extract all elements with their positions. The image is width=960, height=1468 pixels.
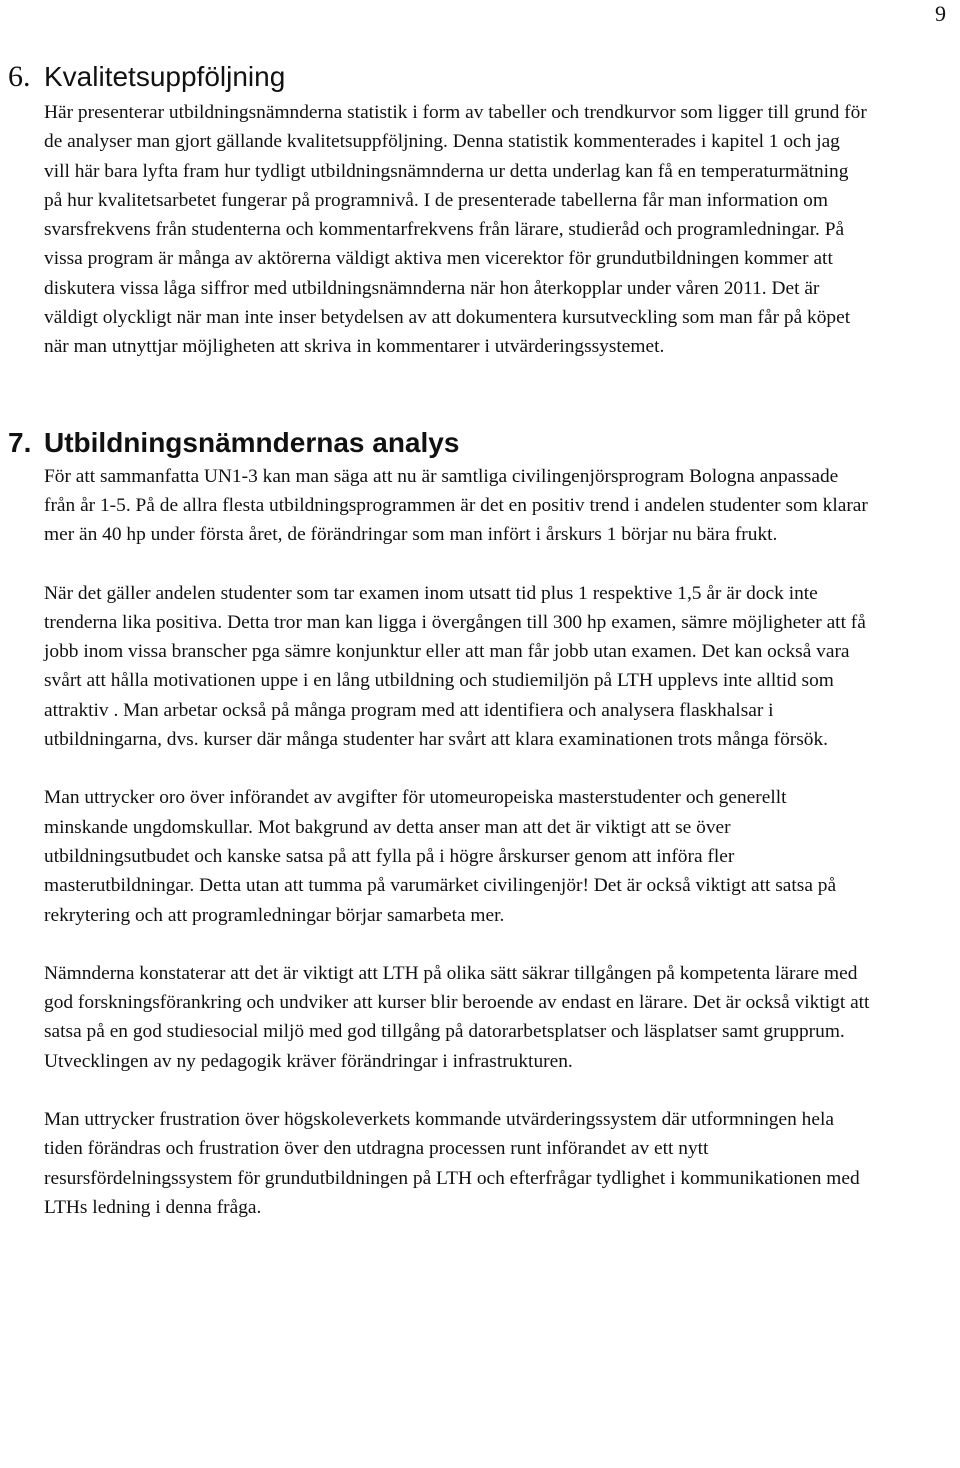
section-7-heading — [8, 424, 870, 462]
page-number: 9 — [935, 1, 946, 26]
document-body — [8, 58, 870, 1222]
section-7-paragraph-5: Man uttrycker frustration över högskoleverkets kommande utvärderingssystem där utformningen hela tiden förändras och frustration över den utdragna processen runt införandet av ett nytt resursfördelningssystem för grundutbildningen på LTH och efterfrågar tydlighet i kommunikationen med LTHs ledning i denna fråga. — [44, 1109, 860, 1218]
section-7-paragraph-1: För att sammanfatta UN1-3 kan man säga att nu är samtliga civilingenjörsprogram Bologna anpassade från år 1-5. På de allra flesta utbildningsprogrammen är det en positiv trend i andelen studenter som klarar mer än 40 hp under första året, de förändringar som man infört i årskurs 1 börjar nu bära frukt. — [44, 465, 868, 546]
section-7-number: 7. — [8, 426, 32, 458]
section-6-title: Kvalitetsuppföljning — [44, 61, 286, 92]
section-7-paragraph-4: Nämnderna konstaterar att det är viktigt att LTH på olika sätt säkrar tillgången på kompetenta lärare med god forskningsförankring och undviker att kurser blir beroende av endast en lärare. Det är också viktigt att satsa på en god studiesocial miljö med god tillgång på datorarbetsplatser och läsplatser samt grupprum. Utvecklingen av ny pedagogik kräver förändringar i infrastrukturen. — [44, 962, 870, 1072]
section-7-paragraph-3: Man uttrycker oro över införandet av avgifter för utomeuropeiska masterstudenter och generellt minskande ungdomskullar. Mot bakgrund av detta anser man att det är viktigt att se över utbildningsutbudet och kanske satsa på att fylla på i högre årskurser genom att införa fler masterutbildningar. Detta utan att tumma på varumärket civilingenjör! Det är också viktigt att satsa på rekrytering och att programledningar börjar samarbeta mer. — [44, 787, 837, 926]
section-6-number: 6. — [8, 60, 31, 93]
section-7-paragraph-2: När det gäller andelen studenter som tar examen inom utsatt tid plus 1 respektive 1,5 år är dock inte trenderna lika positiva. Detta tror man kan ligga i övergången till 300 hp examen, sämre möjligheter att få jobb inom vissa branscher pga sämre konjunktur eller att man får jobb utan examen. Det kan också vara svårt att hålla motivationen uppe i en lång utbildning och studiemiljön på LTH upplevs inte alltid som attraktiv . Man arbetar också på många program med att identifiera och analysera flaskhalsar i utbildningarna, dvs. kurser där många studenter har svårt att klara examinationen trots många försök. — [44, 582, 866, 751]
section-7-title: Utbildningsnämndernas analys — [44, 426, 460, 458]
section-6-heading — [8, 58, 870, 96]
section-6-paragraph: Här presenterar utbildningsnämnderna statistik i form av tabeller och trendkurvor som ligger till grund för de analyser man gjort gällande kvalitetsuppföljning. Denna statistik kommenterades i kapitel 1 och jag vill här bara lyfta fram hur tydligt utbildningsnämnderna ur detta underlag kan få en temperaturmätning på hur kvalitetsarbetet fungerar på programnivå. I de presenterade tabellerna får man information om svarsfrekvens från studenterna och kommentarfrekvens från lärare, studieråd och programledningar. På vissa program är många av aktörerna väldigt aktiva men vicerektor för grundutbildningen kommer att diskutera vissa låga siffror med utbildningsnämnderna när hon återkopplar under våren 2011. Det är väldigt olyckligt när man inte inser betydelsen av att dokumentera kursutveckling som man får på köpet när man utnyttjar möjligheten att skriva in kommentarer i utvärderingssystemet. — [44, 102, 867, 358]
